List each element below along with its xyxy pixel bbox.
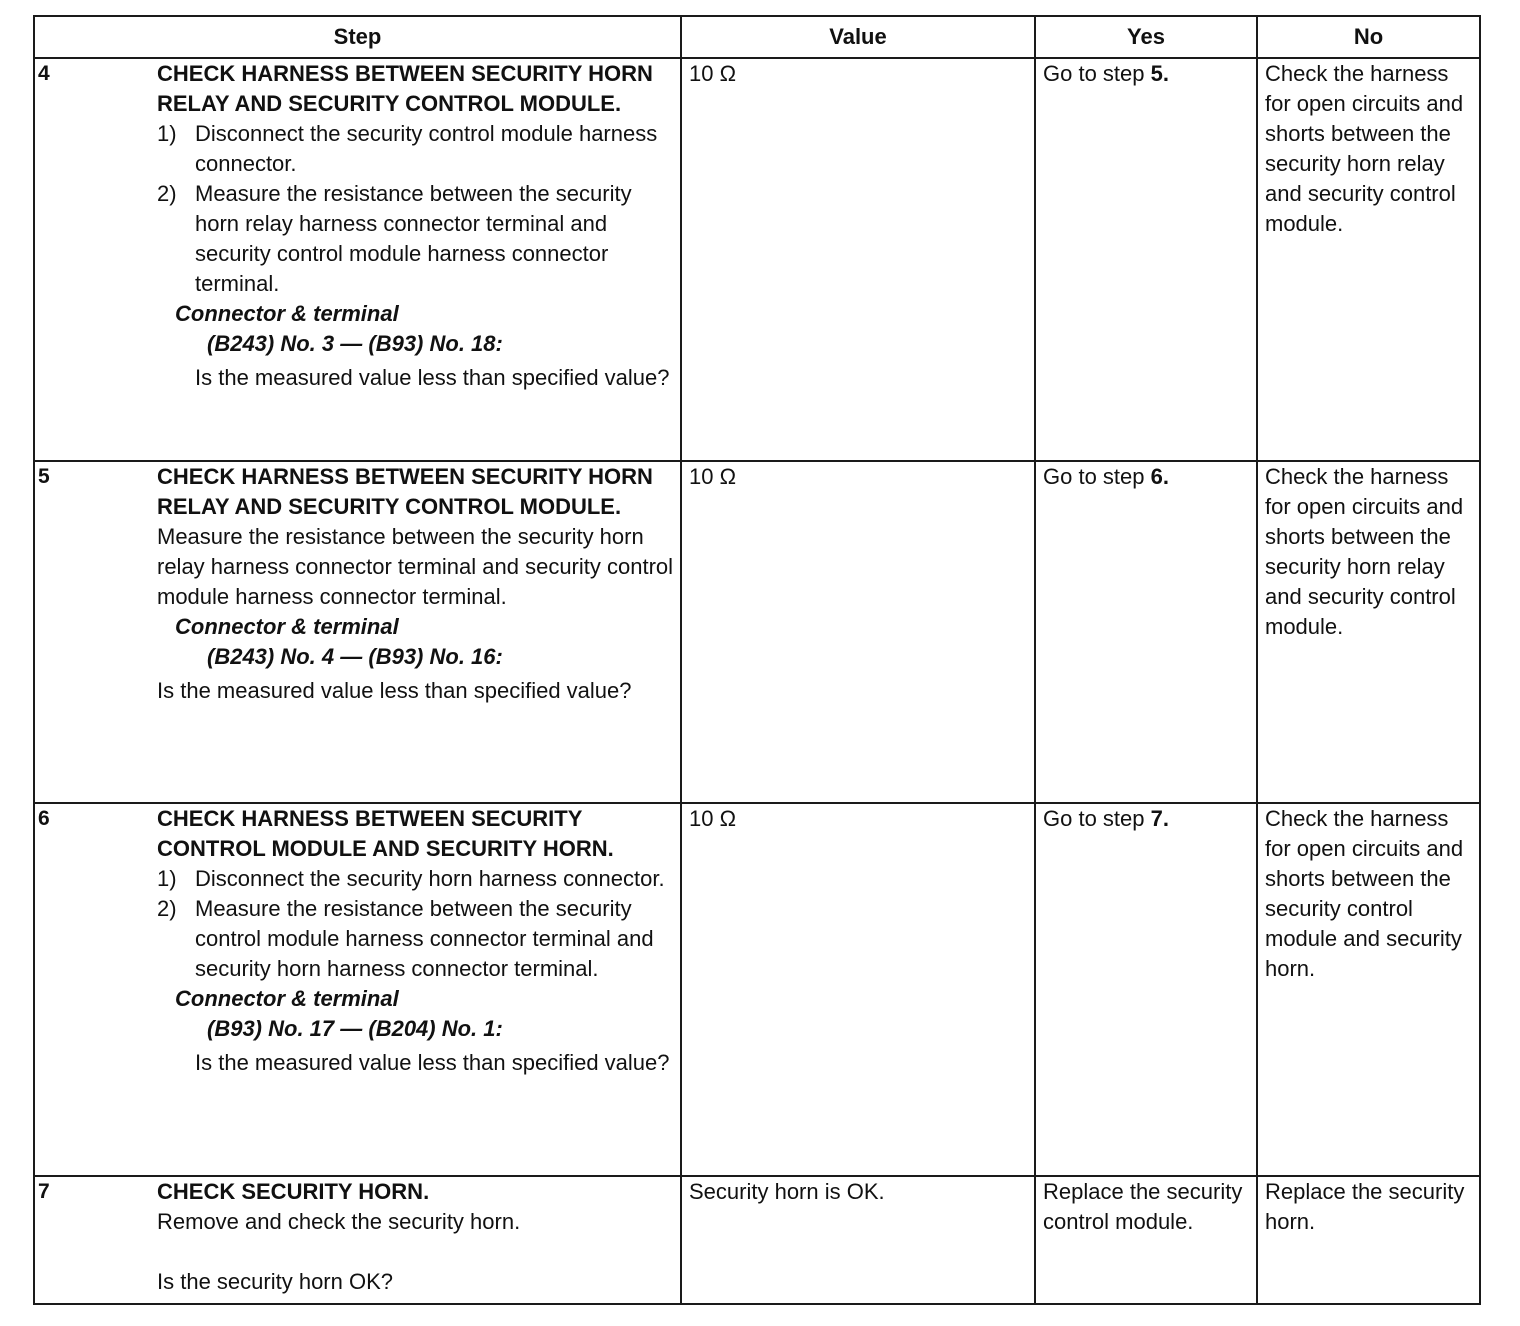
terminal-spec: (B93) No. 17 — (B204) No. 1: [207,1016,503,1041]
value-cell: 10 Ω [681,58,1035,461]
step-cell [34,461,681,803]
substep: 1) Disconnect the security horn harness connector. [157,866,665,891]
step-title: CHECK HARNESS BETWEEN SECURITY CONTROL MODULE AND SECURITY HORN. [157,806,614,861]
no-cell: Replace the security horn. [1257,1176,1480,1304]
value-cell: 10 Ω [681,461,1035,803]
diagnostic-procedure-table [33,15,1481,1305]
substep: 2) Measure the resistance between the security horn relay harness connector terminal and security control module harness connector terminal. [157,181,632,296]
step-number: 7 [38,1180,50,1203]
substep-list [157,864,676,984]
no-cell: Check the harness for open circuits and shorts between the security horn relay and security control module. [1257,461,1480,803]
step-number: 4 [38,62,50,85]
table-row-step-6 [34,803,1480,1176]
step-cell [34,58,681,461]
substep: 1) Disconnect the security control module harness connector. [157,121,658,176]
spacer [157,1237,676,1267]
substep: 2) Measure the resistance between the security control module harness connector terminal and security horn harness connector terminal. [157,896,654,981]
connector-label: Connector & terminal [175,301,399,326]
step-cell [34,1176,681,1304]
step-body [35,59,680,395]
header-no: No [1257,16,1480,58]
value-cell: Security horn is OK. [681,1176,1035,1304]
no-cell: Check the harness for open circuits and shorts between the security horn relay and security control module. [1257,58,1480,461]
step-question: Is the security horn OK? [157,1269,393,1294]
step-instruction: Remove and check the security horn. [157,1209,521,1234]
yes-cell: Go to step 5. [1035,58,1257,461]
connector-label: Connector & terminal [175,986,399,1011]
step-body [35,1177,680,1299]
header-step: Step [34,16,681,58]
step-number: 6 [38,807,50,830]
step-number: 5 [38,465,50,488]
step-body [35,804,680,1080]
table-header-row [34,16,1480,58]
step-title: CHECK HARNESS BETWEEN SECURITY HORN RELAY AND SECURITY CONTROL MODULE. [157,464,653,519]
header-yes: Yes [1035,16,1257,58]
table-row-step-4 [34,58,1480,461]
step-cell [34,803,681,1176]
header-value: Value [681,16,1035,58]
table-row-step-5 [34,461,1480,803]
step-question: Is the measured value less than specified value? [157,678,632,703]
step-instruction: Measure the resistance between the security horn relay harness connector terminal and security control module harness connector terminal. [157,524,674,609]
substep-list [157,119,676,299]
terminal-spec: (B243) No. 3 — (B93) No. 18: [207,331,503,356]
yes-cell: Go to step 6. [1035,461,1257,803]
step-title: CHECK HARNESS BETWEEN SECURITY HORN RELAY AND SECURITY CONTROL MODULE. [157,61,653,116]
yes-cell: Go to step 7. [1035,803,1257,1176]
value-cell: 10 Ω [681,803,1035,1176]
yes-cell: Replace the security control module. [1035,1176,1257,1304]
terminal-spec: (B243) No. 4 — (B93) No. 16: [207,644,503,669]
no-cell: Check the harness for open circuits and shorts between the security control module and security horn. [1257,803,1480,1176]
step-question: Is the measured value less than specified value? [195,365,670,390]
step-question: Is the measured value less than specified value? [195,1050,670,1075]
connector-label: Connector & terminal [175,614,399,639]
step-title: CHECK SECURITY HORN. [157,1179,430,1204]
step-body [35,462,680,708]
table-row-step-7 [34,1176,1480,1304]
